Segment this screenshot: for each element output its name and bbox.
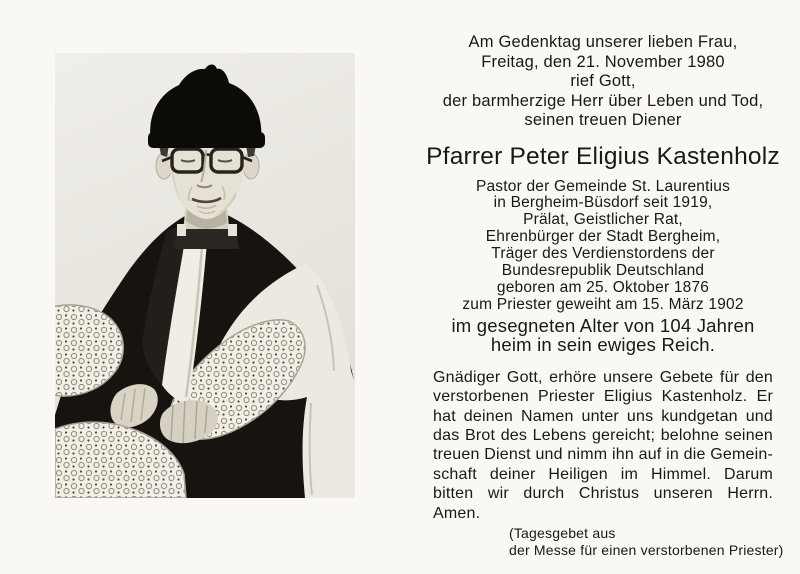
prayer-line: hat deinen Namen unter uns kundgetan und <box>433 407 773 425</box>
deceased-name: Pfarrer Peter Eligius Kastenholz <box>426 142 780 170</box>
emphasis-line: heim in sein ewiges Reich. <box>490 334 716 356</box>
opening-line: der barmherzige Herr über Leben und Tod, <box>442 91 764 110</box>
source-line: (Tagesgebet aus <box>509 525 616 541</box>
emphasis-lines <box>410 316 796 355</box>
portrait-illustration <box>55 53 355 498</box>
biretta-brim <box>148 132 265 148</box>
prayer-line: verstorbenen Priester Eligius Kastenholz. Er <box>433 388 773 406</box>
titles-lines <box>410 179 796 314</box>
titles-line: Prälat, Geistlicher Rat, <box>523 211 683 229</box>
portrait-photo <box>55 53 355 498</box>
prayer-line: bitten wir durch Christus unseren Herrn. Amen. <box>433 485 773 522</box>
titles-line: in Bergheim-Büsdorf seit 1919, <box>493 194 713 212</box>
prayer-line: schaft deiner Heiligen im Himmel. Darum <box>433 465 773 483</box>
collar-white-right <box>228 224 237 236</box>
titles-line: Bundesrepublik Deutschland <box>501 262 705 280</box>
opening-line: rief Gott, <box>570 72 636 90</box>
ear-right <box>243 153 259 179</box>
opening-line: seinen treuen Diener <box>524 111 682 129</box>
opening-lines <box>410 33 796 131</box>
titles-line: Ehrenbürger der Stadt Bergheim, <box>485 228 721 246</box>
memorial-text-column <box>410 0 796 558</box>
prayer-line: treuen Dienst und nimm ihn auf in die Gemein- <box>433 446 773 464</box>
collar-white-left <box>177 224 186 236</box>
titles-line: Pastor der Gemeinde St. Laurentius <box>475 177 731 195</box>
prayer-line: das Brot des Lebens gereicht; belohne seinen <box>433 426 773 444</box>
titles-line: geboren am 25. Oktober 1876 <box>496 278 710 296</box>
prayer-line: Gnädiger Gott, erhöre unsere Gebete für den <box>433 368 773 386</box>
prayer-paragraph <box>433 368 773 523</box>
titles-line: zum Priester geweiht am 15. März 1902 <box>462 295 744 313</box>
opening-line: Freitag, den 21. November 1980 <box>481 52 725 71</box>
titles-line: Träger des Verdienstordens der <box>491 245 715 263</box>
prayer-source <box>509 525 796 558</box>
source-line: der Messe für einen verstorbenen Priester) <box>509 541 784 558</box>
emphasis-line: im gesegneten Alter von 104 Jahren <box>451 314 755 336</box>
opening-line: Am Gedenktag unserer lieben Frau, <box>468 33 738 51</box>
